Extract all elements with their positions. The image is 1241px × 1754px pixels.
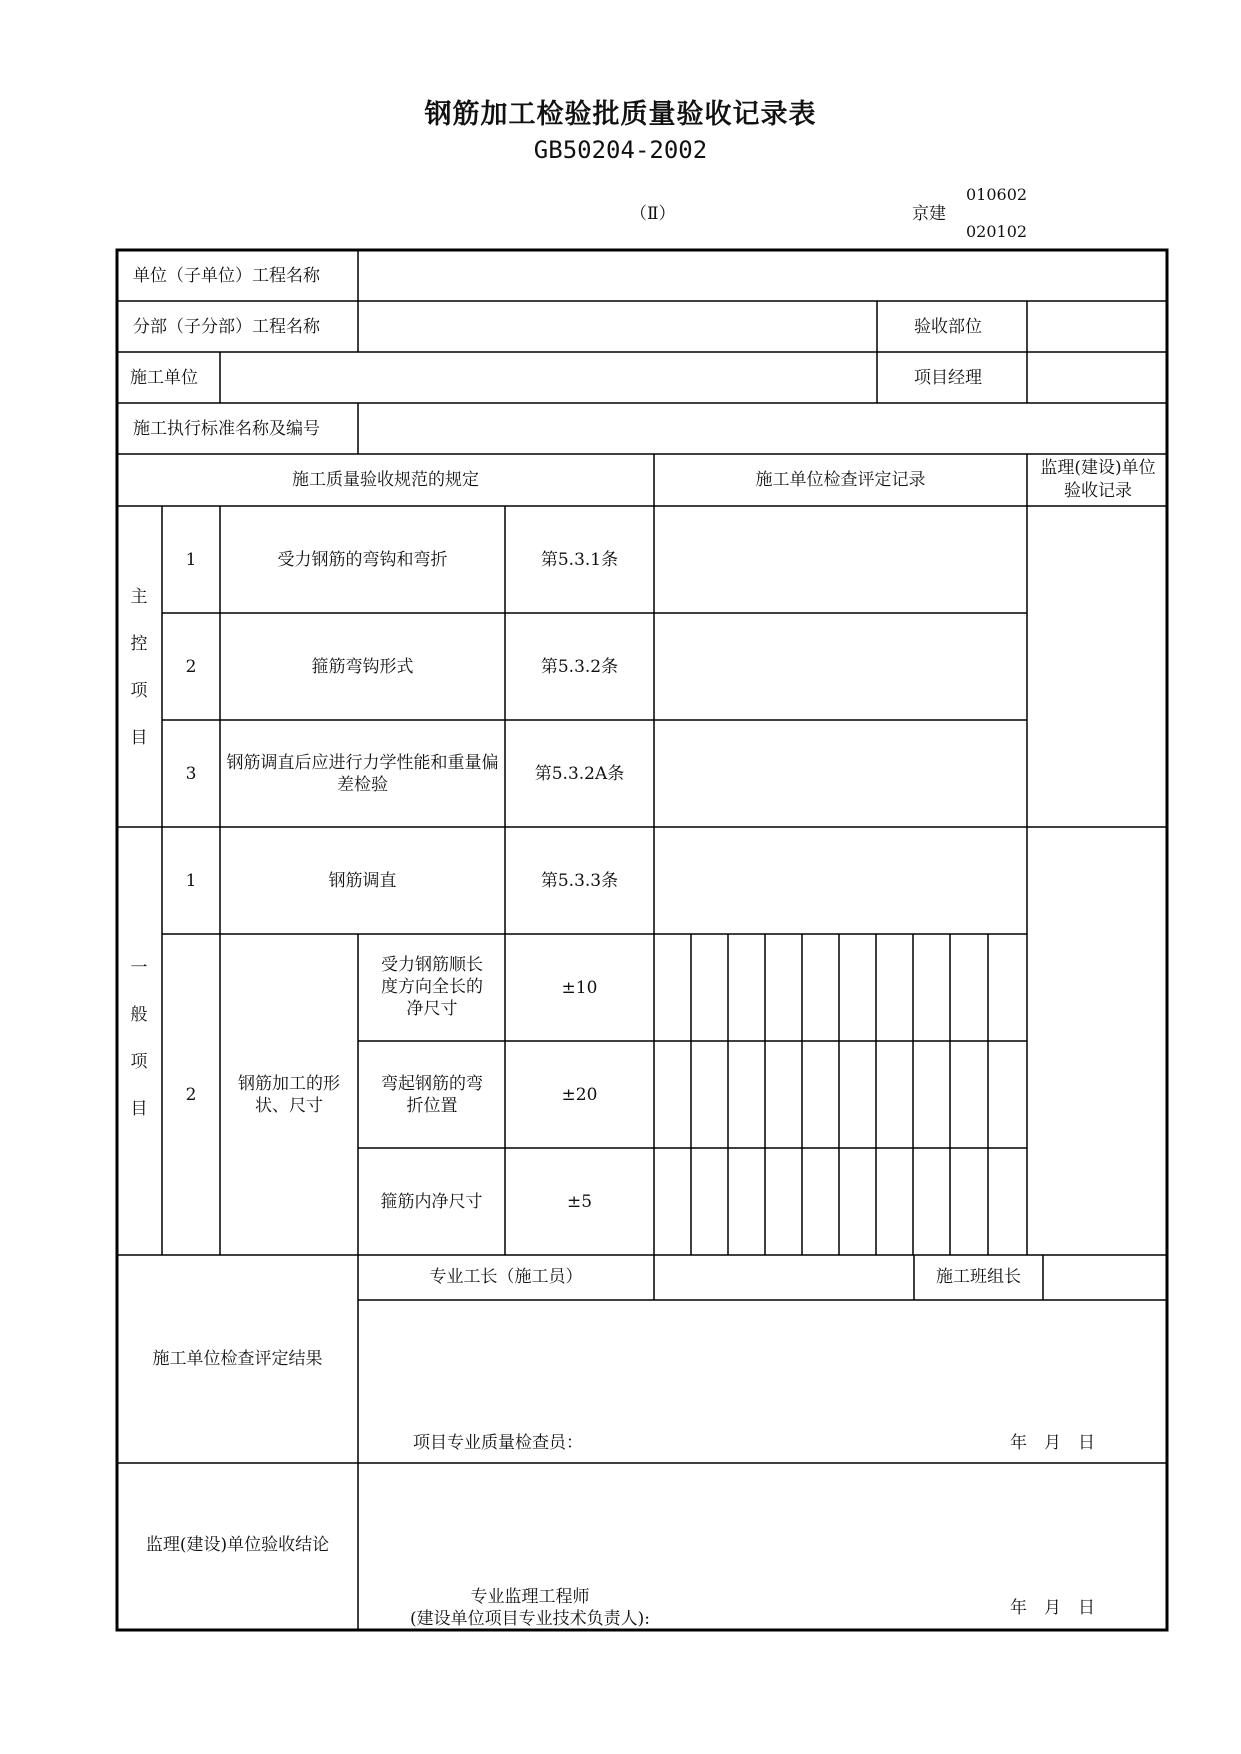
general-items-group-char-3: 项: [130, 1052, 148, 1072]
general-item-1-name: 钢筋调直: [328, 871, 397, 891]
form-code-bottom: 020102: [966, 222, 1028, 241]
sub-item-3-name: 箍筋内净尺寸: [380, 1192, 483, 1212]
main-item-1-name: 受力钢筋的弯钩和弯折: [277, 550, 448, 570]
general-item-2-name: 钢筋加工的形状、尺寸: [238, 1074, 340, 1116]
general-items-group-char-2: 般: [130, 1005, 148, 1025]
check-record-column-header: 施工单位检查评定记录: [755, 470, 926, 490]
main-items-group-char-2: 控: [130, 634, 148, 654]
general-items-group-char-4: 目: [130, 1099, 148, 1119]
main-item-3-no: 3: [185, 764, 197, 784]
foreman-label: 专业工长（施工员）: [429, 1267, 583, 1287]
supervision-conclusion-label: 监理(建设)单位验收结论: [145, 1535, 330, 1555]
standard-name-label: 施工执行标准名称及编号: [133, 419, 320, 439]
general-item-2-no: 2: [185, 1085, 197, 1105]
main-item-2-clause: 第5.3.2条: [540, 657, 619, 677]
sub-item-2-tolerance: ±20: [561, 1085, 598, 1105]
sub-item-1-tolerance: ±10: [561, 978, 598, 998]
measurement-grid: [691, 934, 988, 1255]
standard-number: GB50204-2002: [533, 136, 708, 164]
form-code-top: 010602: [966, 185, 1028, 204]
team-leader-label: 施工班组长: [936, 1267, 1021, 1287]
acceptance-part-label: 验收部位: [914, 317, 982, 337]
project-name-label: 单位（子单位）工程名称: [133, 266, 320, 286]
supervising-engineer-label: 专业监理工程师: [470, 1587, 590, 1607]
supervision-conclusion-date: 年 月 日: [1010, 1598, 1095, 1618]
project-manager-label: 项目经理: [914, 368, 982, 388]
owner-technical-lead-label: (建设单位项目专业技术负责人):: [410, 1609, 650, 1629]
main-item-3-name: 钢筋调直后应进行力学性能和重量偏差检验: [226, 753, 499, 795]
contractor-result-label: 施工单位检查评定结果: [152, 1349, 323, 1369]
form-title: 钢筋加工检验批质量验收记录表: [424, 99, 817, 130]
main-items-group-char-3: 项: [130, 681, 148, 701]
general-items-group-char-1: 一: [130, 958, 148, 978]
main-item-2-name: 箍筋弯钩形式: [311, 657, 414, 677]
main-item-1-clause: 第5.3.1条: [540, 550, 619, 570]
contractor-label: 施工单位: [130, 368, 198, 388]
general-item-1-clause: 第5.3.3条: [540, 871, 619, 891]
main-items-group-char-4: 目: [130, 728, 148, 748]
supervision-record-column-header: 监理(建设)单位验收记录: [1040, 458, 1156, 501]
section-label: （Ⅱ）: [630, 204, 676, 224]
main-items-group-char-1: 主: [130, 587, 148, 607]
quality-inspector-label: 项目专业质量检查员：: [413, 1433, 583, 1453]
spec-column-header: 施工质量验收规范的规定: [292, 470, 479, 490]
main-item-1-no: 1: [185, 550, 197, 570]
subproject-name-label: 分部（子分部）工程名称: [133, 317, 320, 337]
main-item-2-no: 2: [185, 657, 197, 677]
sub-item-3-tolerance: ±5: [566, 1192, 593, 1212]
general-item-1-no: 1: [185, 871, 197, 891]
form-code-prefix: 京建: [912, 204, 946, 224]
sub-item-2-name: 弯起钢筋的弯折位置: [381, 1074, 483, 1116]
main-item-3-clause: 第5.3.2A条: [534, 764, 625, 784]
contractor-result-date: 年 月 日: [1010, 1433, 1095, 1453]
sub-item-1-name: 受力钢筋顺长度方向全长的净尺寸: [381, 955, 483, 1019]
